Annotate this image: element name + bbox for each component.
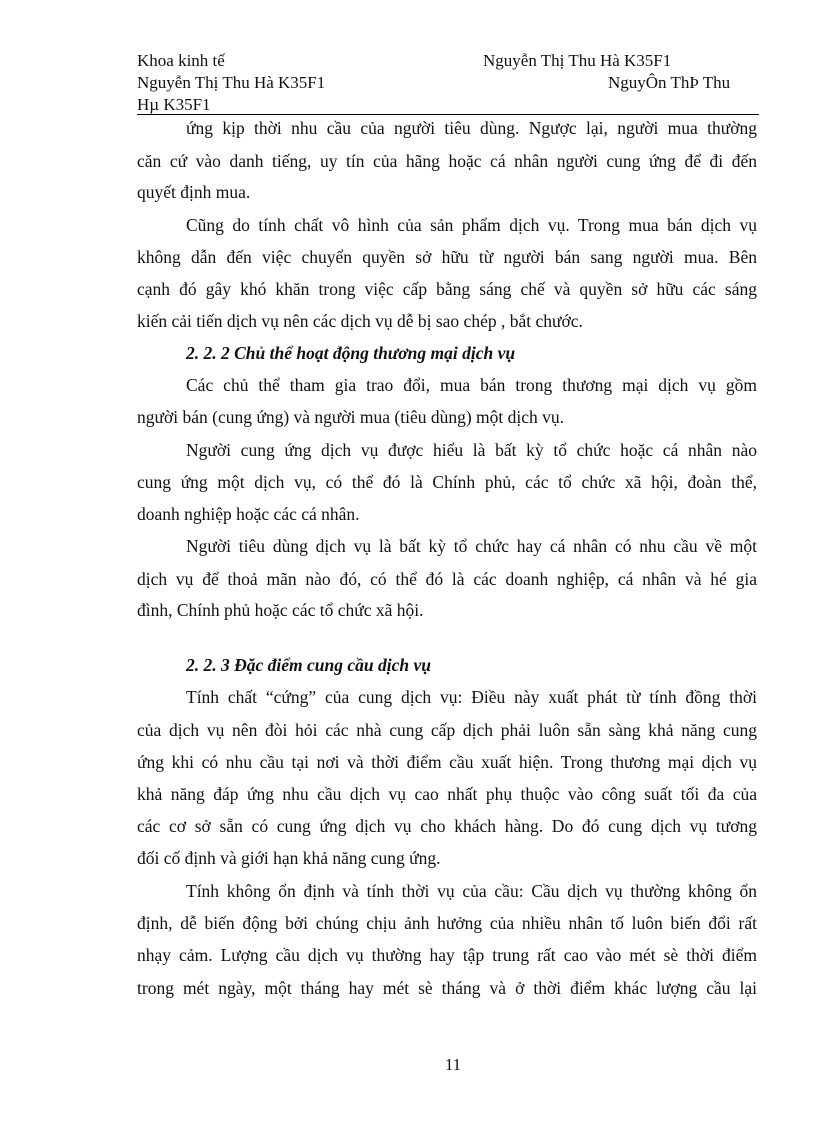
text-line: không dẫn đến việc chuyển quyền sở hữu từ người bán sang người mua. Bên bbox=[137, 247, 757, 267]
text-line: ứng kịp thời nhu cầu của người tiêu dùng. Ngược lại, người mua thường bbox=[186, 118, 757, 138]
text-line: Cũng do tính chất vô hình của sản phẩm dịch vụ. Trong mua bán dịch vụ bbox=[186, 215, 757, 235]
header-author-garbled-cont: Hµ K35F1 bbox=[137, 95, 211, 114]
text-line: nhạy cảm. Lượng cầu dịch vụ thường hay tập trung rất cao vào mét sè thời điểm bbox=[137, 945, 757, 965]
header-author: Nguyễn Thị Thu Hà K35F1 bbox=[483, 51, 672, 70]
text-line: cung ứng một dịch vụ, có thể đó là Chính phủ, các tổ chức xã hội, đoàn thể, bbox=[137, 472, 757, 492]
header-faculty: Khoa kinh tế bbox=[137, 51, 225, 70]
text-line: Người cung ứng dịch vụ được hiểu là bất kỳ tổ chức hoặc cá nhân nào bbox=[186, 440, 757, 460]
text-line: đối cố định và giới hạn khả năng cung ứng. bbox=[137, 848, 441, 868]
text-line: cạnh đó gây khó khăn trong việc cấp bằng sáng chế và quyền sở hữu các sáng bbox=[137, 279, 757, 299]
text-line: định, dễ biến động bởi chúng chịu ảnh hưởng của nhiều nhân tố luôn biến đổi rất bbox=[137, 913, 757, 933]
text-line: Các chủ thể tham gia trao đổi, mua bán trong thương mại dịch vụ gồm bbox=[186, 375, 757, 395]
text-line: quyết định mua. bbox=[137, 182, 251, 202]
header-rule bbox=[137, 114, 759, 115]
text-line: trong mét ngày, một tháng hay mét sè tháng và ở thời điểm khác lượng cầu lại bbox=[137, 978, 757, 998]
section-heading: 2. 2. 2 Chủ thể hoạt động thương mại dịch vụ bbox=[186, 343, 516, 363]
text-line: các cơ sở sẵn có cung ứng dịch vụ cho khách hàng. Do đó cung dịch vụ tương bbox=[137, 816, 757, 836]
text-line: Tính không ổn định và tính thời vụ của cầu: Cầu dịch vụ thường không ổn bbox=[186, 881, 757, 901]
header-author-garbled: NguyÔn ThÞ Thu bbox=[608, 73, 731, 92]
section-heading: 2. 2. 3 Đặc điểm cung cầu dịch vụ bbox=[186, 655, 431, 675]
text-line: doanh nghiệp hoặc các cá nhân. bbox=[137, 504, 360, 524]
text-line: người bán (cung ứng) và người mua (tiêu dùng) một dịch vụ. bbox=[137, 407, 565, 427]
text-line: kiến cải tiến dịch vụ nên các dịch vụ dễ bị sao chép , bắt chước. bbox=[137, 311, 583, 331]
text-line: của dịch vụ nên đòi hỏi các nhà cung cấp dịch phải luôn sẵn sàng khả năng cung bbox=[137, 720, 757, 740]
text-line: căn cứ vào danh tiếng, uy tín của hãng hoặc cá nhân người cung ứng để đi đến bbox=[137, 151, 757, 171]
text-line: ứng khi có nhu cầu tại nơi và thời điểm cầu xuất hiện. Trong thương mại dịch vụ bbox=[137, 752, 757, 772]
text-line: đình, Chính phủ hoặc các tổ chức xã hội. bbox=[137, 600, 424, 620]
header-author-repeat: Nguyễn Thị Thu Hà K35F1 bbox=[137, 73, 326, 92]
text-line: dịch vụ để thoả mãn nào đó, có thể đó là các doanh nghiệp, cá nhân và hé gia bbox=[137, 569, 757, 589]
text-line: Tính chất “cứng” của cung dịch vụ: Điều này xuất phát từ tính đồng thời bbox=[186, 687, 757, 707]
page-number: 11 bbox=[444, 1055, 462, 1074]
text-line: khả năng đáp ứng nhu cầu dịch vụ cao nhất phụ thuộc vào công suất tối đa của bbox=[137, 784, 757, 804]
text-line: Người tiêu dùng dịch vụ là bất kỳ tổ chức hay cá nhân có nhu cầu về một bbox=[186, 536, 757, 556]
